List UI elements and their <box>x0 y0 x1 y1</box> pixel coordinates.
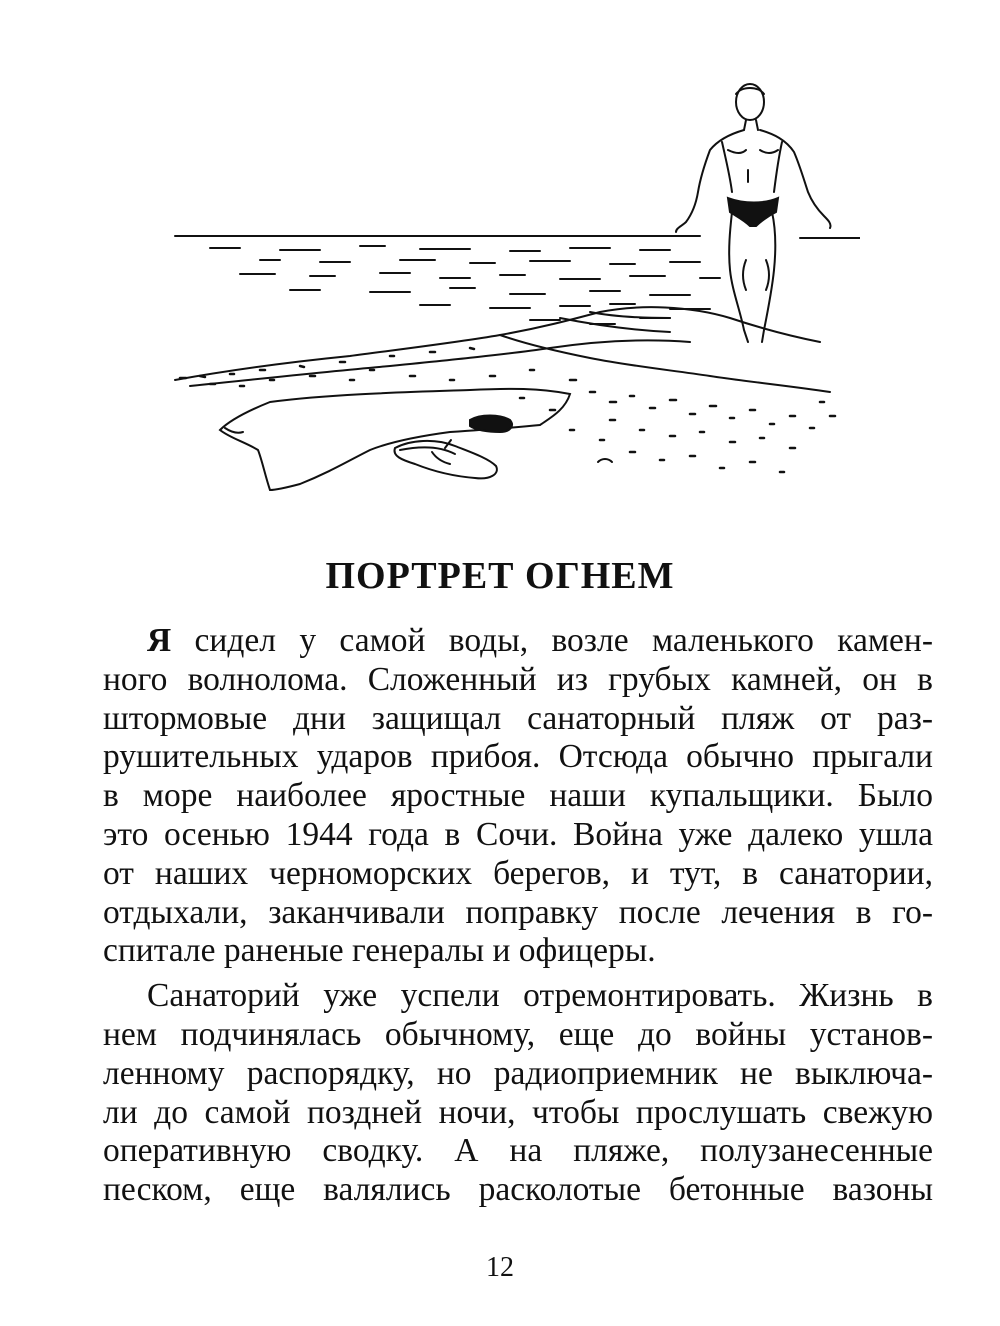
text-line: рушительных ударов прибоя. Отсюда обычно прыгали <box>103 738 933 776</box>
text-line: оперативную сводку. А на пляже, полузанесенные <box>103 1132 933 1170</box>
text-line: штормовые дни защищал санаторный пляж от раз- <box>103 699 933 737</box>
text-line: отдыхали, заканчивали поправку после лечения в го- <box>103 893 933 931</box>
text-line: ли до самой поздней ночи, чтобы прослушать свежую <box>103 1093 933 1131</box>
body-text <box>103 622 933 1210</box>
drop-cap: Я <box>147 622 172 659</box>
swimmer-figure <box>676 84 831 342</box>
shoe <box>470 416 512 433</box>
text-line: песком, еще валялись расколотые бетонные вазоны <box>103 1171 933 1209</box>
beach-illustration <box>170 80 860 500</box>
text-line: Я сидел у самой воды, возле маленького камен- <box>147 622 933 659</box>
water-strokes <box>210 246 720 324</box>
towel <box>220 389 570 490</box>
text-line: от наших черноморских берегов, и тут, в санатории, <box>103 854 933 892</box>
text-line: ленному распорядку, но радиоприемник не выключа- <box>103 1054 933 1092</box>
text-line: нем подчинялась обычному, еще до войны установ- <box>103 1015 933 1053</box>
page-number: 12 <box>486 1252 514 1283</box>
chapter-title: ПОРТРЕТ ОГНЕМ <box>325 555 675 597</box>
text-line: Санаторий уже успели отремонтировать. Жизнь в <box>147 977 933 1015</box>
pebbles <box>180 348 835 472</box>
surf-line <box>175 307 820 380</box>
text-line: это осенью 1944 года в Сочи. Война уже далеко ушла <box>103 815 933 853</box>
text-line: спитале раненые генералы и офицеры. <box>103 932 656 970</box>
text-line: в море наиболее яростные наши купальщики. Было <box>103 777 933 815</box>
text-line: ного волнолома. Сложенный из грубых камней, он в <box>103 660 933 698</box>
